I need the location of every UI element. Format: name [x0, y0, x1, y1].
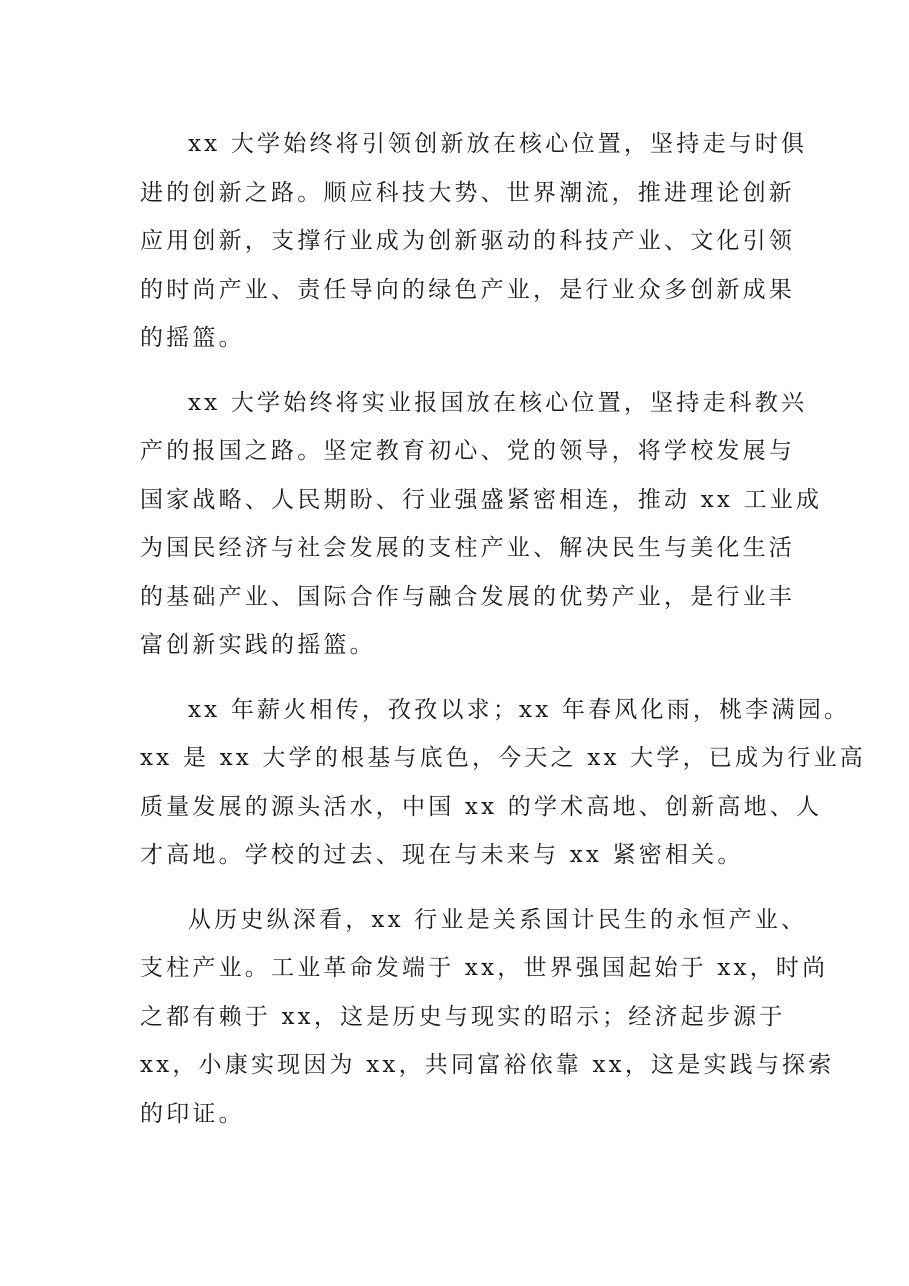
paragraph-line: xx 大学始终将引领创新放在核心位置，坚持走与时俱 [188, 131, 808, 157]
paragraph-line: xx 是 xx 大学的根基与底色，今天之 xx 大学，已成为行业高 [140, 745, 866, 771]
paragraph-2 [140, 379, 823, 670]
paragraph-line: 国家战略、人民期盼、行业强盛紧密相连，推动 xx 工业成 [140, 486, 823, 513]
paragraph-line: 的时尚产业、责任导向的绿色产业，是行业众多创新成果 [140, 276, 795, 303]
paragraph-3 [140, 686, 866, 880]
paragraph-line: 富创新实践的摇篮。 [140, 632, 376, 658]
paragraph-line: xx，小康实现因为 xx，共同富裕依靠 xx，这是实践与探索 [140, 1052, 835, 1078]
document-body [140, 120, 866, 1154]
paragraph-line: 之都有赖于 xx，这是历史与现实的昭示；经济起步源于 [140, 1003, 786, 1030]
paragraph-line: xx 年薪火相传，孜孜以求；xx 年春风化雨，桃李满园。 [188, 696, 851, 723]
paragraph-line: xx 大学始终将实业报国放在核心位置，坚持走科教兴 [188, 389, 808, 416]
paragraph-line: 的印证。 [140, 1100, 245, 1127]
paragraph-1 [140, 120, 808, 363]
paragraph-line: 应用创新，支撑行业成为创新驱动的科技产业、文化引领 [140, 228, 795, 254]
paragraph-line: 产的报国之路。坚定教育初心、党的领导，将学校发展与 [140, 438, 795, 464]
paragraph-line: 为国民经济与社会发展的支柱产业、解决民生与美化生活 [140, 535, 795, 561]
paragraph-4 [140, 896, 835, 1139]
paragraph-line: 的基础产业、国际合作与融合发展的优势产业，是行业丰 [140, 583, 795, 610]
paragraph-line: 支柱产业。工业革命发端于 xx，世界强国起始于 xx，时尚 [140, 955, 829, 981]
paragraph-line: 的摇篮。 [140, 325, 245, 351]
paragraph-line: 从历史纵深看，xx 行业是关系国计民生的永恒产业、 [188, 906, 808, 933]
paragraph-line: 质量发展的源头活水，中国 xx 的学术高地、创新高地、人 [140, 793, 823, 820]
paragraph-line: 进的创新之路。顺应科技大势、世界潮流，推进理论创新 [140, 179, 795, 206]
paragraph-line: 才高地。学校的过去、现在与未来与 xx 紧密相关。 [140, 842, 744, 868]
